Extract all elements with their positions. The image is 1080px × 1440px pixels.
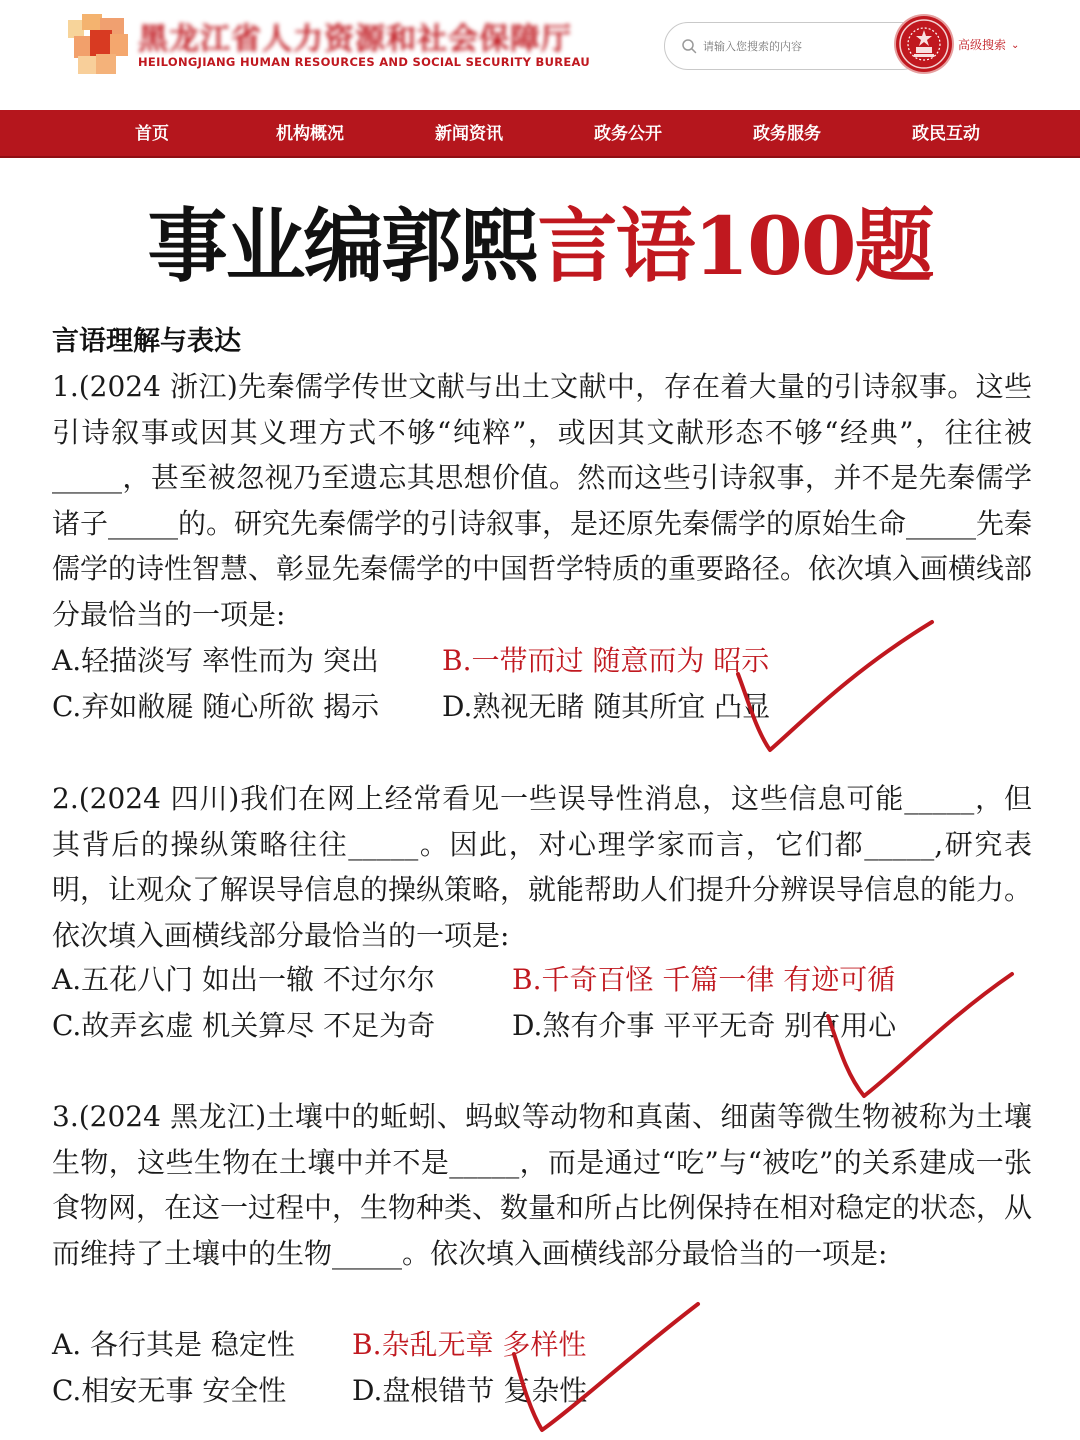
- question-2-option-c: C.故弄玄虚 机关算尽 不足为奇: [52, 1009, 436, 1042]
- advanced-search-link[interactable]: [958, 36, 1019, 53]
- site-name-en: HEILONGJIANG HUMAN RESOURCES AND SOCIAL SECURITY BUREAU: [138, 55, 591, 69]
- main-nav: [0, 110, 1080, 158]
- question-1-option-b: B.一带而过 随意而为 昭示: [442, 644, 770, 677]
- question-1-option-c: C.弃如敝屣 随心所欲 揭示: [52, 690, 380, 723]
- question-3-option-a: A. 各行其是 稳定性: [52, 1328, 295, 1361]
- site-header: [0, 0, 1080, 110]
- logo-mosaic-icon[interactable]: [68, 14, 130, 76]
- site-name-cn[interactable]: 黑龙江省人力资源和社会保障厅: [138, 22, 572, 57]
- question-2-option-b: B.千奇百怪 千篇一律 有迹可循: [512, 963, 896, 996]
- nav-item-disclosure[interactable]: 政务公开: [594, 124, 662, 144]
- nav-item-news[interactable]: 新闻资讯: [435, 124, 503, 144]
- advanced-search-label: 高级搜索: [958, 38, 1007, 52]
- question-3-option-d: D.盘根错节 复杂性: [352, 1374, 588, 1407]
- section-heading: 言语理解与表达: [52, 326, 241, 357]
- page-title-part2: 言语100题: [537, 199, 933, 293]
- nav-item-interaction[interactable]: 政民互动: [912, 124, 980, 144]
- search-input[interactable]: [703, 35, 883, 57]
- question-2-option-d: D.煞有介事 平平无奇 别有用心: [512, 1009, 897, 1042]
- question-2-option-a: A.五花八门 如出一辙 不过尔尔: [52, 963, 435, 996]
- page-title: [0, 198, 1080, 294]
- page-title-part1: 事业编郭熙: [147, 199, 538, 293]
- question-3-text: 3.(2024 黑龙江)土壤中的蚯蚓、蚂蚁等动物和真菌、细菌等微生物被称为土壤生物，这些生物在土壤中并不是_____，而是通过“吃”与“被吃”的关系建成一张食物网，在这一过程中，生物种类、数量和所占比例保持在相对稳定的状态，从而维持了土壤中的生物_____。依次填入画横线部分最恰当的一项是:: [52, 1100, 1033, 1270]
- nav-item-home[interactable]: 首页: [135, 124, 169, 144]
- search-box[interactable]: [664, 22, 926, 70]
- search-icon: [681, 38, 697, 54]
- chevron-down-icon: ⌄: [1011, 40, 1020, 51]
- question-1-option-d: D.熟视无睹 随其所宜 凸显: [442, 690, 771, 723]
- national-emblem-icon: [896, 16, 952, 72]
- question-1-text: 1.(2024 浙江)先秦儒学传世文献与出土文献中，存在着大量的引诗叙事。这些引诗叙事或因其义理方式不够“纯粹”，或因其文献形态不够“经典”，往往被_____，甚至被忽视乃至遗忘其思想价值。然而这些引诗叙事，并不是先秦儒学诸子_____的。研究先秦儒学的引诗叙事，是还原先秦儒学的原始生命_____先秦儒学的诗性智慧、彰显先秦儒学的中国哲学特质的重要路径。依次填入画横线部分最恰当的一项是:: [52, 370, 1033, 631]
- question-3-option-c: C.相安无事 安全性: [52, 1374, 287, 1407]
- nav-item-organization[interactable]: 机构概况: [276, 124, 344, 144]
- question-3-option-b: B.杂乱无章 多样性: [352, 1328, 587, 1361]
- nav-item-services[interactable]: 政务服务: [753, 124, 821, 144]
- question-1-option-a: A.轻描淡写 率性而为 突出: [52, 644, 379, 677]
- question-2-text: 2.(2024 四川)我们在网上经常看见一些误导性消息，这些信息可能_____，但其背后的操纵策略往往_____。因此，对心理学家而言，它们都_____,研究表明，让观众了解误导信息的操纵策略，就能帮助人们提升分辨误导信息的能力。依次填入画横线部分最恰当的一项是:: [52, 782, 1033, 952]
